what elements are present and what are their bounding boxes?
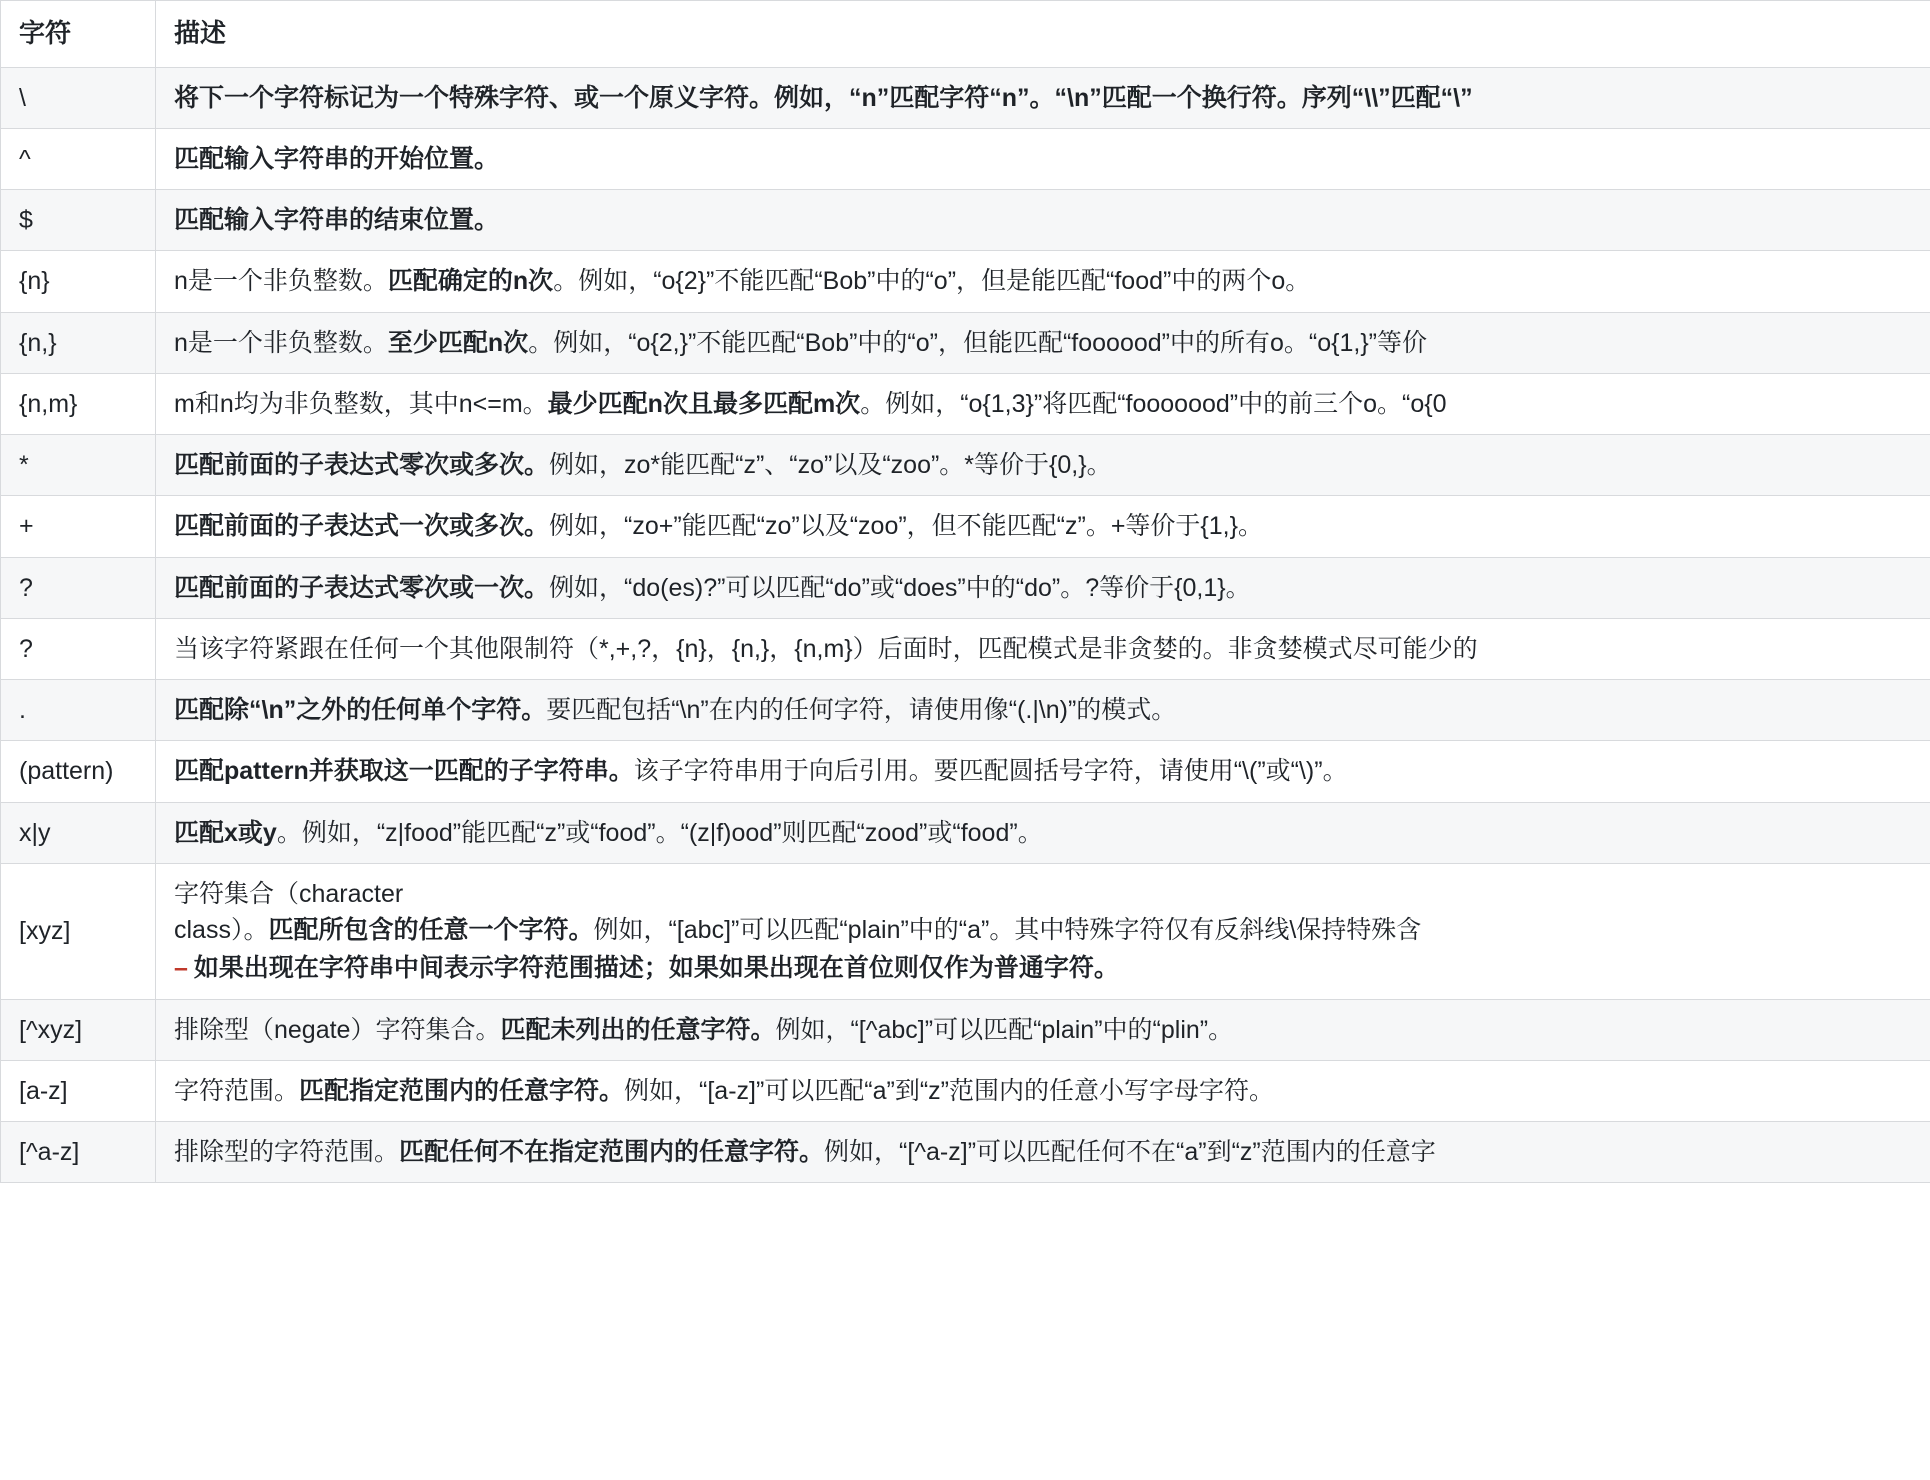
table-row [1,1060,1930,1121]
cell-description: 匹配x或y。例如，“z|food”能匹配“z”或“food”。“(z|f)ood”则匹配“zood”或“food”。 [156,802,1930,863]
cell-description: 字符集合（character class）。匹配所包含的任意一个字符。例如，“[abc]”可以匹配“plain”中的“a”。其中特殊字符仅有反斜线\保持特殊含 – 如果出现在字符串中间表示字符范围描述；如果如果出现在首位则仅作为普通字符。 [156,863,1930,999]
table-row [1,312,1930,373]
table-row [1,67,1930,128]
cell-character: ? [1,557,156,618]
cell-character: {n,} [1,312,156,373]
cell-description: 排除型的字符范围。匹配任何不在指定范围内的任意字符。例如，“[^a-z]”可以匹配任何不在“a”到“z”范围内的任意字 [156,1122,1930,1183]
cell-character: (pattern) [1,741,156,802]
cell-description: m和n均为非负整数，其中n<=m。最少匹配n次且最多匹配m次。例如，“o{1,3}”将匹配“fooooood”中的前三个o。“o{0 [156,373,1930,434]
table-body [1,67,1930,1183]
cell-description: 排除型（negate）字符集合。匹配未列出的任意字符。例如，“[^abc]”可以匹配“plain”中的“plin”。 [156,999,1930,1060]
table-row [1,190,1930,251]
cell-description: 匹配前面的子表达式一次或多次。例如，“zo+”能匹配“zo”以及“zoo”，但不能匹配“z”。+等价于{1,}。 [156,496,1930,557]
cell-description: 匹配前面的子表达式零次或多次。例如，zo*能匹配“z”、“zo”以及“zoo”。*等价于{0,}。 [156,435,1930,496]
cell-character: {n,m} [1,373,156,434]
table-row [1,1122,1930,1183]
cell-character: x|y [1,802,156,863]
table-row [1,863,1930,999]
table-row [1,128,1930,189]
cell-description: 当该字符紧跟在任何一个其他限制符（*,+,?，{n}，{n,}，{n,m}）后面时，匹配模式是非贪婪的。非贪婪模式尽可能少的 [156,618,1930,679]
column-header-character: 字符 [1,1,156,68]
cell-description: n是一个非负整数。至少匹配n次。例如，“o{2,}”不能匹配“Bob”中的“o”，但能匹配“foooood”中的所有o。“o{1,}”等价 [156,312,1930,373]
column-header-description: 描述 [156,1,1930,68]
cell-character: ^ [1,128,156,189]
table-header [1,1,1930,68]
table-row [1,999,1930,1060]
table-row [1,435,1930,496]
table-row [1,802,1930,863]
cell-character: ? [1,618,156,679]
cell-description: 字符范围。匹配指定范围内的任意字符。例如，“[a-z]”可以匹配“a”到“z”范围内的任意小写字母字符。 [156,1060,1930,1121]
cell-character: . [1,680,156,741]
cell-character: \ [1,67,156,128]
cell-description: 匹配除“\n”之外的任何单个字符。要匹配包括“\n”在内的任何字符，请使用像“(.|\n)”的模式。 [156,680,1930,741]
cell-description: 匹配输入字符串的结束位置。 [156,190,1930,251]
cell-description: 匹配前面的子表达式零次或一次。例如，“do(es)?”可以匹配“do”或“does”中的“do”。?等价于{0,1}。 [156,557,1930,618]
cell-description: 匹配输入字符串的开始位置。 [156,128,1930,189]
cell-character: $ [1,190,156,251]
cell-character: [xyz] [1,863,156,999]
table-row [1,496,1930,557]
table-header-row [1,1,1930,68]
cell-character: [a-z] [1,1060,156,1121]
table-row [1,557,1930,618]
cell-character: [^a-z] [1,1122,156,1183]
table-row [1,618,1930,679]
cell-description: n是一个非负整数。匹配确定的n次。例如，“o{2}”不能匹配“Bob”中的“o”，但是能匹配“food”中的两个o。 [156,251,1930,312]
table-row [1,680,1930,741]
cell-description: 匹配pattern并获取这一匹配的子字符串。该子字符串用于向后引用。要匹配圆括号字符，请使用“\(”或“\)”。 [156,741,1930,802]
cell-character: * [1,435,156,496]
table-row [1,373,1930,434]
cell-character: [^xyz] [1,999,156,1060]
table-row [1,251,1930,312]
cell-character: {n} [1,251,156,312]
cell-character: + [1,496,156,557]
table-row [1,741,1930,802]
cell-description: 将下一个字符标记为一个特殊字符、或一个原义字符。例如，“n”匹配字符“n”。“\n”匹配一个换行符。序列“\\”匹配“\” [156,67,1930,128]
